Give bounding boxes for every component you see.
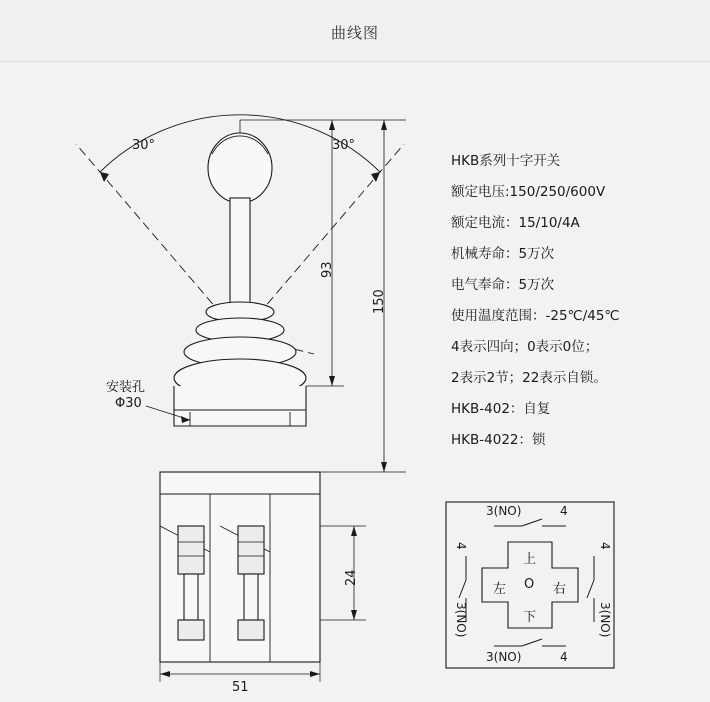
- contact-direction-right: 右: [553, 582, 567, 597]
- dim-24-arrow-top: [351, 526, 357, 536]
- contact-direction-left: 左: [493, 582, 507, 597]
- contact-bottom-lever: [522, 639, 542, 646]
- contact-label-right-top: 4: [598, 542, 612, 550]
- contact-label-right-bottom: 3(NO): [598, 602, 612, 638]
- mount-flange-body: [174, 386, 306, 426]
- dim-label-24: 24: [344, 569, 359, 586]
- dim-51-arrow-right: [310, 671, 320, 677]
- terminal-2-stem: [244, 574, 258, 620]
- terminal-1-foot: [178, 620, 204, 640]
- joystick-knob: [208, 133, 272, 203]
- contact-top-lever: [522, 519, 542, 526]
- contact-label-left-top: 4: [454, 542, 468, 550]
- dim-51-arrow-left: [160, 671, 170, 677]
- dim-93-arrow-top: [329, 120, 335, 130]
- spec-line-8: 2表示2节；22表示自锁。: [451, 370, 607, 386]
- mount-hole-label: 安装孔: [106, 380, 146, 395]
- spec-line-6: 使用温度范围：-25℃/45℃: [451, 308, 620, 324]
- dim-150-arrow-top: [381, 120, 387, 130]
- dim-label-150: 150: [372, 289, 387, 314]
- spec-line-9: HKB-402：自复: [451, 401, 551, 417]
- spec-line-1: HKB系列十字开关: [451, 153, 561, 169]
- drawing-canvas: [14, 86, 696, 695]
- spec-line-7: 4表示四向；0表示0位；: [451, 339, 599, 355]
- angle-label-right: 30°: [332, 138, 356, 153]
- spec-line-5: 电气奉命：5万次: [451, 277, 555, 293]
- contact-label-bottom-left: 3(NO): [486, 650, 522, 664]
- spec-line-2: 额定电压:150/250/600V: [451, 184, 606, 200]
- angle-label-left: 30°: [132, 138, 156, 153]
- terminal-2-foot: [238, 620, 264, 640]
- dim-93-arrow-bottom: [329, 376, 335, 386]
- contact-label-top-right: 4: [560, 504, 568, 518]
- contact-left-lever: [459, 580, 466, 598]
- mount-hole-value: Φ30: [115, 396, 142, 411]
- dim-label-93: 93: [320, 261, 335, 278]
- page-title: 曲线图: [330, 25, 379, 42]
- joystick-shaft: [230, 198, 250, 310]
- contact-label-left-bottom: 3(NO): [454, 602, 468, 638]
- contact-direction-down: 下: [523, 610, 537, 625]
- contact-label-bottom-right: 4: [560, 650, 568, 664]
- contact-position-zero: O: [524, 577, 535, 592]
- spec-line-10: HKB-4022：锁: [451, 432, 546, 448]
- contact-direction-up: 上: [523, 552, 537, 567]
- specification-list: [451, 146, 701, 456]
- dim-24-arrow-bottom: [351, 610, 357, 620]
- terminal-1-stem: [184, 574, 198, 620]
- spec-line-4: 机械寿命：5万次: [451, 246, 555, 262]
- dim-label-51: 51: [232, 680, 249, 695]
- dim-150-arrow-bottom: [381, 462, 387, 472]
- header-bar: [0, 0, 710, 62]
- contact-label-top-left: 3(NO): [486, 504, 522, 518]
- terminal-block-2: [238, 526, 264, 574]
- contact-right-lever: [587, 580, 594, 598]
- spec-line-3: 额定电流：15/10/4A: [451, 215, 580, 231]
- terminal-block-1: [178, 526, 204, 574]
